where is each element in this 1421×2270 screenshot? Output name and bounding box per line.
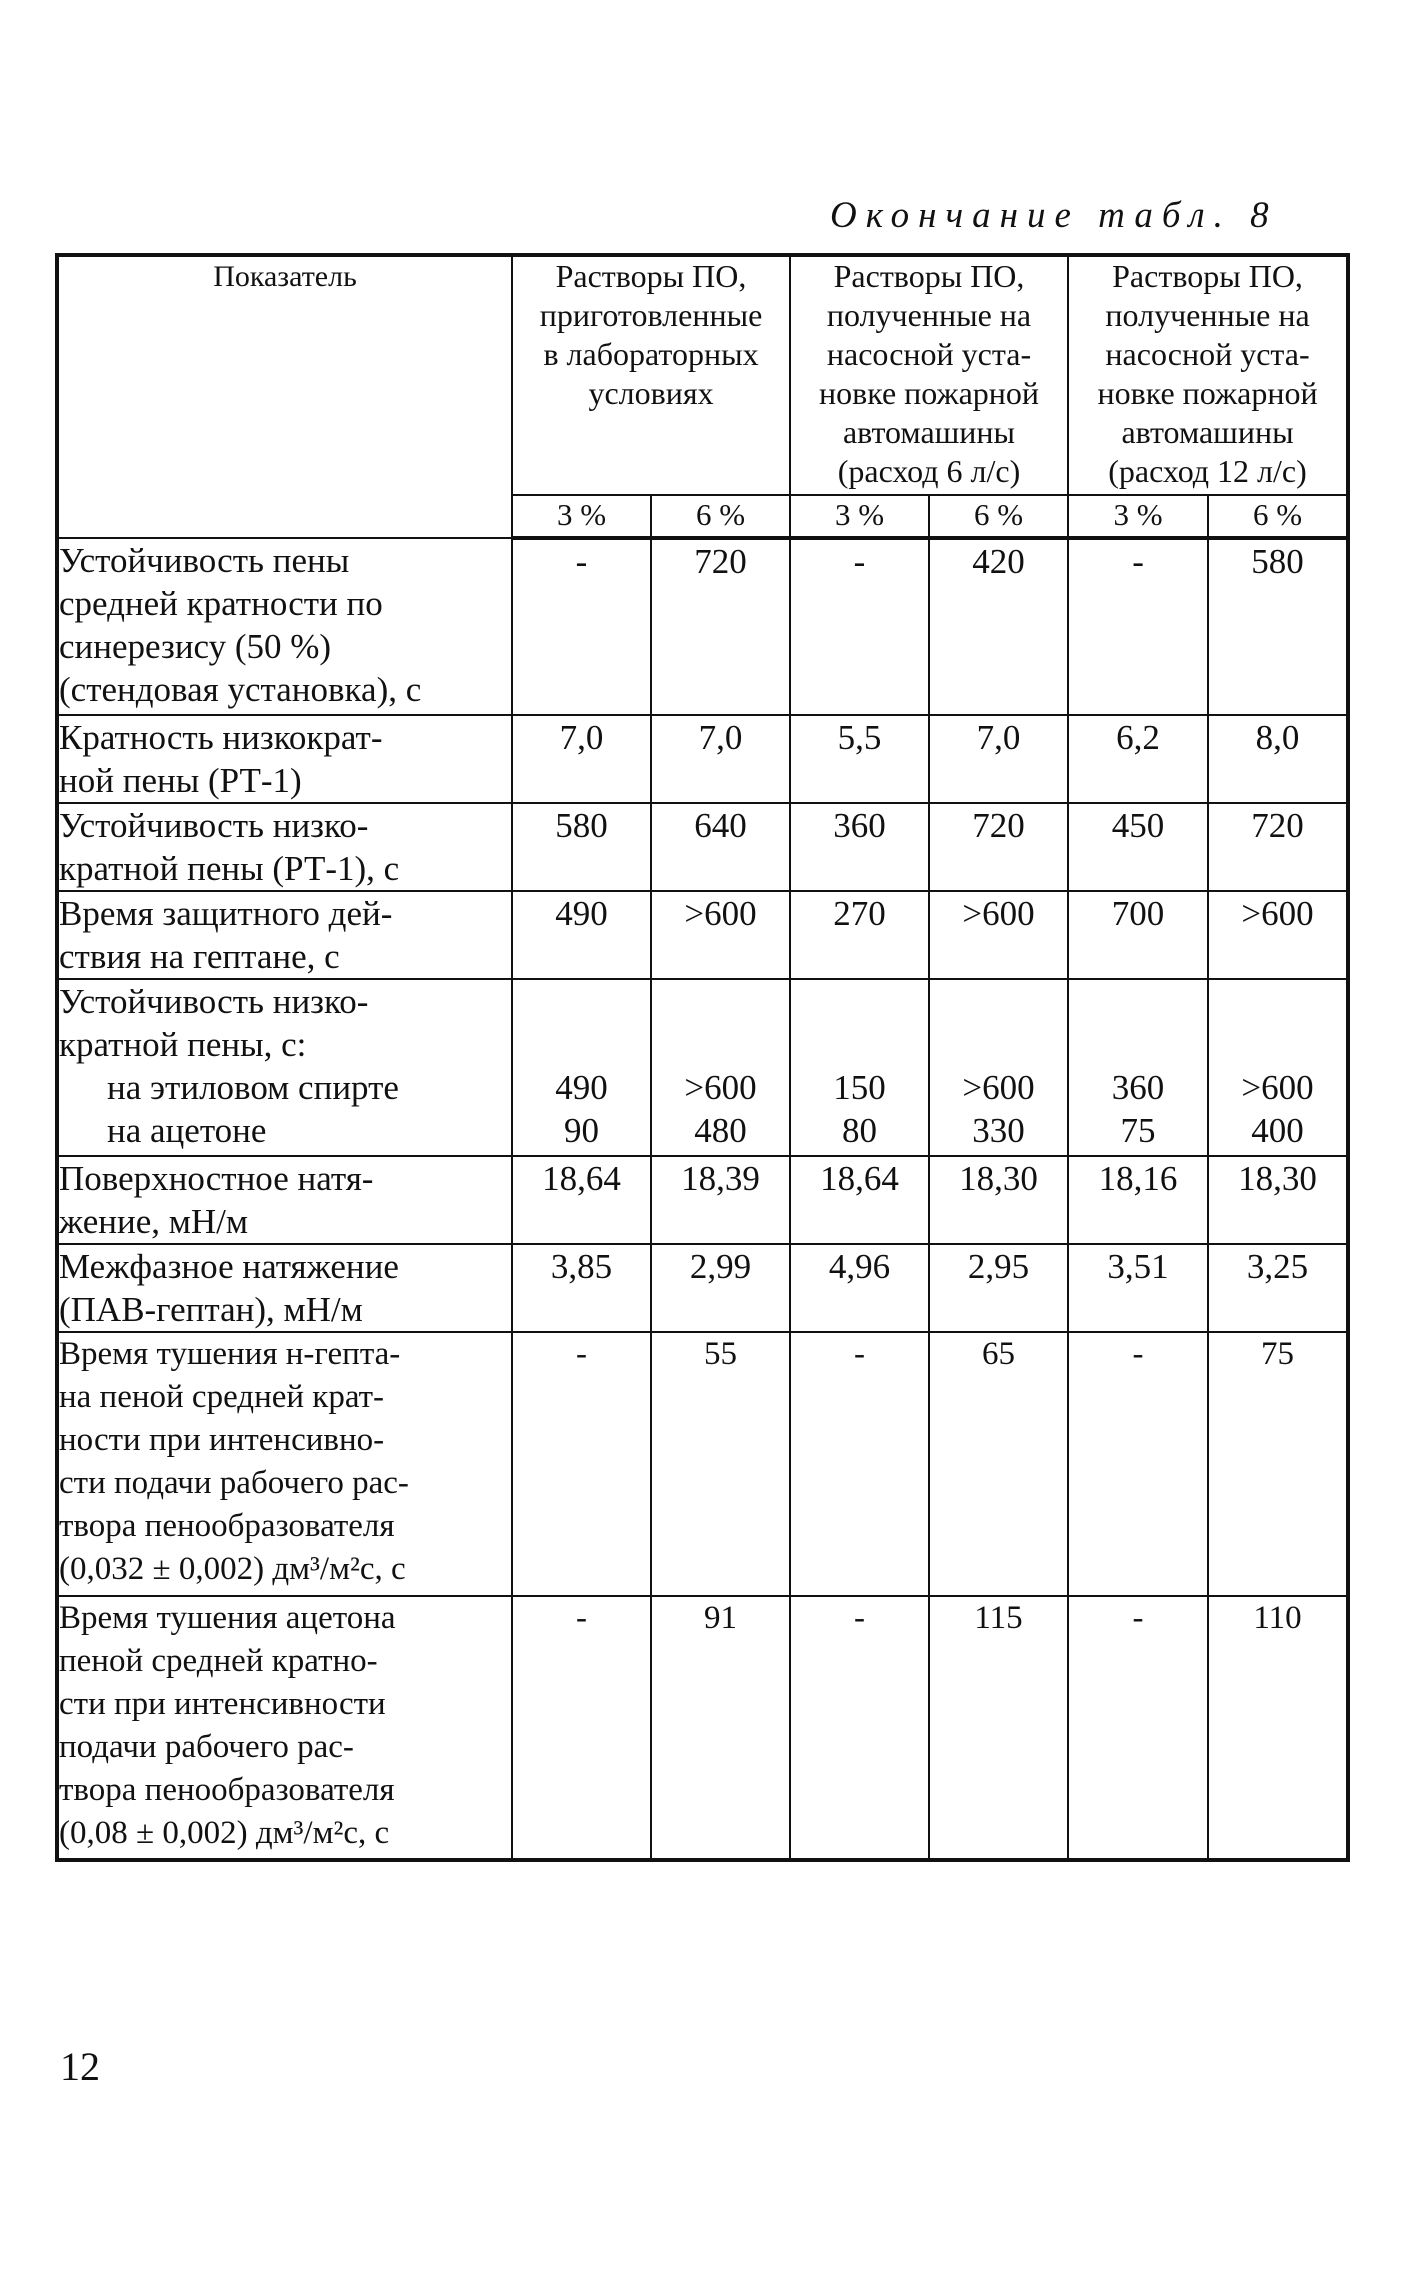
row-label: Кратность низкократ- ной пены (РТ-1) bbox=[57, 715, 512, 803]
header-group-lab: Растворы ПО, приготовленные в лабораторных условиях bbox=[512, 255, 790, 495]
row-label: Устойчивость низко- кратной пены, с: на этиловом спирте на ацетоне bbox=[57, 979, 512, 1156]
table-cell: 580 bbox=[512, 803, 651, 891]
header-concentration: 3 % bbox=[1068, 495, 1208, 538]
table-row bbox=[57, 979, 1348, 1156]
table-row bbox=[57, 1244, 1348, 1332]
table-cell: 75 bbox=[1208, 1332, 1348, 1596]
table-row bbox=[57, 1156, 1348, 1244]
table-cell: 640 bbox=[651, 803, 790, 891]
table-row bbox=[57, 538, 1348, 715]
table-cell: 65 bbox=[929, 1332, 1068, 1596]
table-row bbox=[57, 1332, 1348, 1596]
table-cell: 18,30 bbox=[929, 1156, 1068, 1244]
table-cell: - bbox=[512, 538, 651, 715]
table-cell: - bbox=[1068, 1596, 1208, 1860]
table-cell: 110 bbox=[1208, 1596, 1348, 1860]
table-cell: 5,5 bbox=[790, 715, 929, 803]
table-cell: 91 bbox=[651, 1596, 790, 1860]
header-concentration: 3 % bbox=[512, 495, 651, 538]
table-cell: >600 330 bbox=[929, 979, 1068, 1156]
table-cell: 490 bbox=[512, 891, 651, 979]
table-cell: - bbox=[790, 1596, 929, 1860]
table-cell: 2,95 bbox=[929, 1244, 1068, 1332]
table-cell: 720 bbox=[1208, 803, 1348, 891]
table-cell: 720 bbox=[651, 538, 790, 715]
table-cell: 420 bbox=[929, 538, 1068, 715]
header-concentration: 6 % bbox=[1208, 495, 1348, 538]
table-cell: - bbox=[512, 1596, 651, 1860]
table-cell: 115 bbox=[929, 1596, 1068, 1860]
header-concentration: 3 % bbox=[790, 495, 929, 538]
table-cell: 580 bbox=[1208, 538, 1348, 715]
table-cell: 55 bbox=[651, 1332, 790, 1596]
table-cell: 18,64 bbox=[790, 1156, 929, 1244]
table-cell: - bbox=[1068, 538, 1208, 715]
row-label: Время тушения ацетона пеной средней кратно- сти при интенсивности подачи рабочего рас- твора пенообразователя (0,08 ± 0,002) дм³/м²с, с bbox=[57, 1596, 512, 1860]
table-cell: - bbox=[512, 1332, 651, 1596]
table-row bbox=[57, 891, 1348, 979]
table-cell: 360 75 bbox=[1068, 979, 1208, 1156]
header-group-6ls: Растворы ПО, полученные на насосной уста- новке пожарной автомашины (расход 6 л/с) bbox=[790, 255, 1068, 495]
table-cell: 700 bbox=[1068, 891, 1208, 979]
table-cell: 450 bbox=[1068, 803, 1208, 891]
table-cell: 3,25 bbox=[1208, 1244, 1348, 1332]
table-cell: 3,85 bbox=[512, 1244, 651, 1332]
table-cell: 360 bbox=[790, 803, 929, 891]
table-cell: >600 480 bbox=[651, 979, 790, 1156]
data-table bbox=[55, 253, 1350, 1862]
row-label: Поверхностное натя- жение, мН/м bbox=[57, 1156, 512, 1244]
row-label: Время защитного дей- ствия на гептане, с bbox=[57, 891, 512, 979]
table-cell: 490 90 bbox=[512, 979, 651, 1156]
row-label: Устойчивость низко- кратной пены (РТ-1), с bbox=[57, 803, 512, 891]
table-cell: - bbox=[1068, 1332, 1208, 1596]
table-cell: 4,96 bbox=[790, 1244, 929, 1332]
table-cell: 720 bbox=[929, 803, 1068, 891]
table-row bbox=[57, 803, 1348, 891]
table-cell: - bbox=[790, 538, 929, 715]
row-label: Межфазное натяжение (ПАВ-гептан), мН/м bbox=[57, 1244, 512, 1332]
table-cell: 2,99 bbox=[651, 1244, 790, 1332]
table-cell: 18,30 bbox=[1208, 1156, 1348, 1244]
table-cell: - bbox=[790, 1332, 929, 1596]
sub-label-acetone: на ацетоне bbox=[107, 1111, 267, 1150]
table-cell: 18,64 bbox=[512, 1156, 651, 1244]
table-cell: >600 bbox=[1208, 891, 1348, 979]
header-group-12ls: Растворы ПО, полученные на насосной уста- новке пожарной автомашины (расход 12 л/с) bbox=[1068, 255, 1348, 495]
page-number: 12 bbox=[60, 2044, 100, 2089]
row-label: Устойчивость пены средней кратности по синерезису (50 %) (стендовая установка), с bbox=[57, 538, 512, 715]
table-row bbox=[57, 1596, 1348, 1860]
table-row bbox=[57, 715, 1348, 803]
table-cell: 150 80 bbox=[790, 979, 929, 1156]
table-cell: >600 400 bbox=[1208, 979, 1348, 1156]
table-cell: 7,0 bbox=[929, 715, 1068, 803]
table-cell: 3,51 bbox=[1068, 1244, 1208, 1332]
sub-label-ethanol: на этиловом спирте bbox=[107, 1068, 399, 1107]
table-cell: >600 bbox=[651, 891, 790, 979]
header-concentration: 6 % bbox=[651, 495, 790, 538]
table-cell: 7,0 bbox=[512, 715, 651, 803]
table-cell: 18,39 bbox=[651, 1156, 790, 1244]
table-cell: 7,0 bbox=[651, 715, 790, 803]
table-cell: 6,2 bbox=[1068, 715, 1208, 803]
table-cell: >600 bbox=[929, 891, 1068, 979]
header-indicator: Показатель bbox=[57, 255, 512, 538]
row-label: Время тушения н-гепта- на пеной средней крат- ности при интенсивно- сти подачи рабочего рас- твора пенообразователя (0,032 ± 0,002) дм³/м²с, с bbox=[57, 1332, 512, 1596]
header-concentration: 6 % bbox=[929, 495, 1068, 538]
table-cell: 18,16 bbox=[1068, 1156, 1208, 1244]
table-cell: 270 bbox=[790, 891, 929, 979]
table-cell: 8,0 bbox=[1208, 715, 1348, 803]
table-caption: Окончание табл. 8 bbox=[830, 195, 1278, 236]
